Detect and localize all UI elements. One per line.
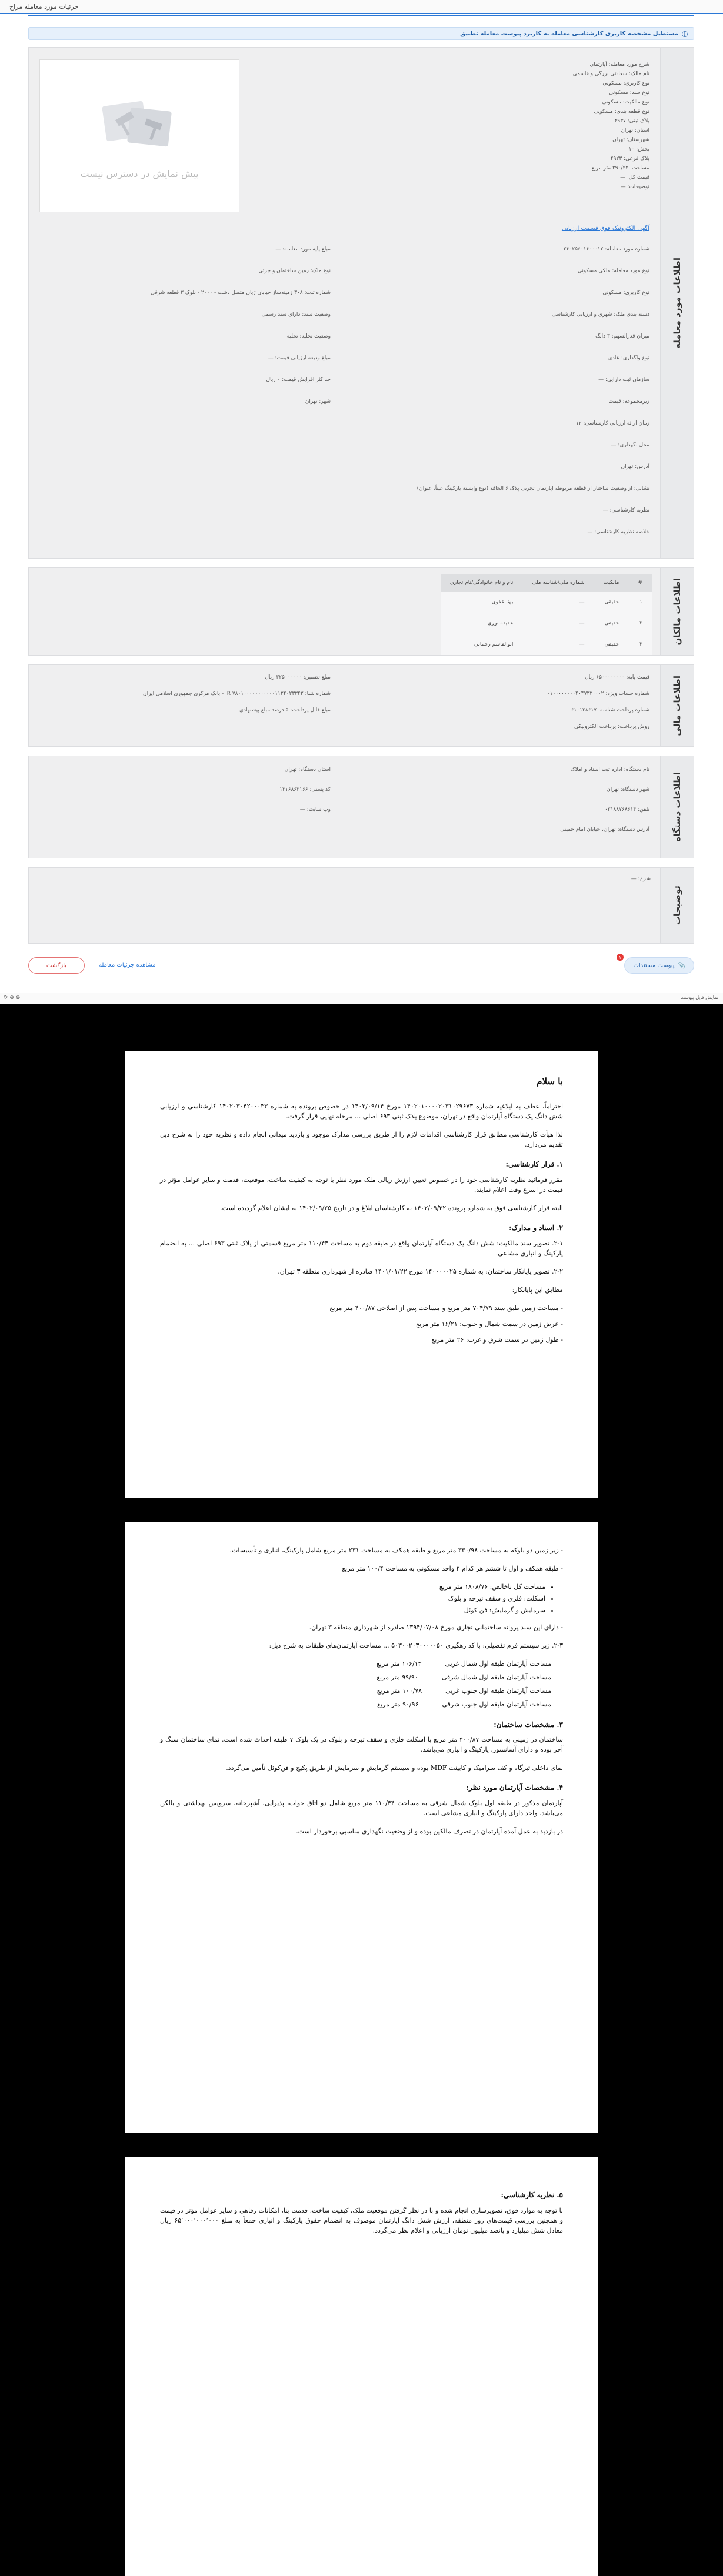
- owners-title: اطلاعات مالکان: [672, 577, 682, 646]
- area-row: [172, 1699, 551, 1709]
- deal-detail-field: نوع کاربری: مسکونی: [602, 290, 649, 296]
- doc-heading: ۲. اسناد و مدارک:: [509, 1224, 563, 1232]
- financial-field: شماره حساب ویژه: ۰۱۰۰۰۰۰۰۰۰۴۰۴۷۳۳۰۰۰۲: [547, 691, 649, 697]
- deal-field: نوع کاربری: مسکونی: [602, 81, 649, 86]
- attachments-button[interactable]: [624, 957, 694, 974]
- deal-detail-field: نوع واگذاری: عادی: [608, 355, 649, 361]
- owner-row: [441, 634, 652, 655]
- org-field: آدرس دستگاه: تهران، خیابان امام خمینی: [560, 827, 649, 833]
- owner-cell: حقیقی: [594, 592, 629, 613]
- document-viewer[interactable]: [0, 1004, 723, 2576]
- owners-column-header: مالکیت: [594, 574, 629, 592]
- deal-detail-field: سازمان ثبت دارایی: —: [598, 377, 649, 383]
- footer-bar: [28, 954, 694, 977]
- doc-paragraph: آپارتمان مذکور در طبقه اول بلوک شمال شرقی به مساحت ۱۱۰/۴۴ متر مربع شامل دو اتاق خواب، پذیرایی، آشپزخانه، سرویس بهداشتی و بالکن می‌باشد. واحد دارای پارکینگ و انباری مشاعی است.: [160, 1799, 563, 1817]
- owner-cell: ابوالقاسم رحمانی: [441, 634, 522, 655]
- deal-detail-field: آدرس: تهران: [621, 464, 649, 470]
- deal-detail-field: وضعیت تخلیه: تخلیه: [286, 333, 331, 339]
- deal-field: استان: تهران: [621, 128, 649, 133]
- financial-field: شماره شبا: IR ۷۸۰۱۰۰۰۰۰۰۰۰۰۰۰۱۱۲۴۰۲۳۳۴۲ - بانک مرکزی جمهوری اسلامی ایران: [142, 691, 331, 697]
- doc-paragraph: ۲-۲. تصویر پایانکار ساختمان: به شماره ۱۴۰۰۰۰۰۲۵ مورخ ۱۴۰۱/۰۱/۲۲ صادره از شهرداری منطقه ۳ تهران.: [278, 1267, 563, 1275]
- deal-field: پلاک ثبتی: ۴۹۳۷: [614, 118, 649, 124]
- doc-greeting: با سلام: [537, 1076, 563, 1087]
- area-value: ۱۰۶/۱۳ متر مربع: [376, 1660, 422, 1668]
- owner-row: [441, 592, 652, 613]
- org-field: استان دستگاه: تهران: [284, 767, 331, 773]
- doc-paragraph: مقرر فرمائید نظریه کارشناسی خود را در خصوص تعیین ارزش ریالی ملک مورد نظر با توجه به کیفیت ساخت، موقعیت، قدمت و سایر عوامل مؤثر در قیمت در اسرع وقت اعلام نمایند.: [160, 1176, 563, 1194]
- page-header: [0, 0, 723, 14]
- doc-paragraph: - دارای این سند پروانه ساختمانی تجاری مورخ ۱۳۹۴/۰۷/۰۸ صادره از شهرداری منطقه ۳ تهران.: [309, 1623, 563, 1632]
- notes-text: شرح: —: [631, 876, 651, 882]
- deal-detail-field: شماره مورد معامله: ۲۶۰۲۵۶۰۱۶۰۰۰۱۲: [563, 246, 649, 252]
- doc-heading: ۱. قرار کارشناسی:: [505, 1160, 563, 1169]
- owner-cell: حقیقی: [594, 613, 629, 634]
- page-title: جزئیات مورد معامله مزاج: [9, 2, 79, 11]
- view-deal-details-link[interactable]: مشاهده جزئیات معامله: [99, 962, 156, 968]
- financial-field: مبلغ قابل پرداخت: ۵ درصد مبلغ پیشنهادی: [239, 707, 331, 713]
- owners-table: [441, 574, 652, 655]
- financial-field: قیمت پایه: ۶۵۰۰۰۰۰۰۰۰ ریال: [585, 674, 649, 680]
- owner-cell: ۲: [628, 613, 652, 634]
- owners-title-tab: [660, 567, 694, 656]
- owners-column-header: نام و نام خانوادگی/نام تجاری: [441, 574, 522, 592]
- deal-field: شهرستان: تهران: [612, 137, 649, 143]
- area-label: مساحت آپارتمان طبقه اول شمال غربی: [445, 1660, 551, 1668]
- deal-detail-field: نشانی: از وضعیت ساختار از قطعه مربوطه اپارتمان تجربی پلاک ۶ الحاقه (نوع وابسته یارکینگ عیناً، عنوان): [417, 486, 649, 492]
- info-icon: ⓘ: [682, 31, 688, 38]
- financial-field: شماره پرداخت شناسه: ۶۱۰۱۲۸۶۱۷: [571, 707, 649, 713]
- deal-info-title: اطلاعات مورد معامله: [672, 257, 682, 349]
- area-row: [172, 1659, 551, 1669]
- image-caption: پیش نمایش در دسترس نیست: [80, 168, 199, 179]
- org-body: [28, 756, 660, 858]
- notes-title: توضیحات: [672, 886, 682, 926]
- area-label: مساحت آپارتمان طبقه اول جنوب شرقی: [442, 1700, 551, 1709]
- owner-cell: ۱: [628, 592, 652, 613]
- image-placeholder: [39, 59, 239, 212]
- deal-field: شرح مورد معامله: آپارتمان: [589, 62, 649, 68]
- deal-detail-field: نوع ملک: زمین ساختمان و جزئی: [258, 268, 331, 274]
- owners-section: [28, 567, 694, 656]
- deal-detail-field: حداکثر افزایش قیمت: ۰ ریال: [266, 377, 331, 383]
- back-button[interactable]: بازگشت: [28, 957, 85, 974]
- org-field: کد پستی: ۱۳۱۶۸۶۳۱۶۶: [279, 787, 331, 793]
- owners-column-header: شماره ملی/شناسه ملی: [522, 574, 594, 592]
- doc-heading: ۵. نظریه کارشناسی:: [501, 2191, 563, 2199]
- deal-field: بخش: ۱۰: [628, 146, 649, 152]
- notes-section: [28, 867, 694, 944]
- owner-cell: —: [522, 613, 594, 634]
- org-field: وب سایت: —: [299, 807, 331, 813]
- deal-detail-field: محل نگهداری: —: [611, 442, 649, 448]
- owner-cell: —: [522, 592, 594, 613]
- deal-field: پلاک فرعی: ۴۹۲۳: [610, 156, 649, 162]
- deal-field: مساحت: ۲۹۰/۲۲ متر مربع: [591, 165, 649, 171]
- doc-paragraph: مطابق این پایانکار:: [512, 1285, 563, 1294]
- doc-paragraph: ساختمان در زمینی به مساحت ۴۰۰/۸۷ متر مربع با اسکلت فلزی و سقف تیرچه و بلوک در یک بلوک ۷ طبقه احداث شده است. نمای ساختمان سنگ و آجر بوده و دارای آسانسور، پارکینگ و انباری می‌باشد.: [160, 1736, 563, 1754]
- doc-paragraph: البته قرار کارشناسی فوق به شماره پرونده ۱۴۰۲/۰۹/۲۲ به کارشناسان ابلاغ و در تاریخ ۱۴۰۲/۰۹/۲۵ به ایشان اعلام گردیده است.: [220, 1204, 563, 1212]
- deal-detail-field: زیرمجموعه: قیمت: [608, 399, 649, 405]
- doc-line: - عرض زمین در سمت شمال و جنوب: ۱۶/۲۱ متر مربع: [416, 1320, 563, 1328]
- doc-paragraph: احتراماً، عطف به ابلاغیه شماره ۱۴۰۲۰۱۰۰۰۰۲۰۳۱۰۲۹۶۷۳ مورخ ۱۴۰۲/۰۹/۱۴ در خصوص پرونده به شماره ۱۴۰۲۰۳۰۴۲۰۰۰۳۳ کارشناسی و ارزیابی شش دانگ یک دستگاه آپارتمان واقع در تهران، موضوع پلاک ثبتی ۶۹۳ اصلی ... مرحله نهایی قرار گرفت.: [160, 1102, 564, 1121]
- deal-field: قیمت کل: —: [620, 175, 649, 181]
- owner-cell: —: [522, 634, 594, 655]
- doc-heading: ۳. مشخصات ساختمان:: [494, 1720, 563, 1729]
- deal-field: نام مالک: سعادتی بزرگی و قاسمی: [572, 71, 649, 77]
- org-field: شهر دستگاه: تهران: [607, 787, 649, 793]
- deal-detail-field: دسته بندی ملک: شهری و ارزیابی کارشناسی: [551, 312, 649, 318]
- document-page-3: [125, 2157, 598, 2576]
- owner-row: [441, 613, 652, 634]
- doc-bullet-list: [160, 1582, 545, 1615]
- deal-detail-field: نظریه کارشناسی: —: [602, 507, 649, 513]
- viewer-toolbar: [0, 993, 723, 1004]
- deal-detail-field: شماره ثبت: ۳۰۸ زمینه‌ساز خیابان ژیان متصل دشت - ۲۰۰۰ - بلوک ۳ قطعه شرقی: [151, 290, 331, 296]
- area-row: [172, 1672, 551, 1682]
- deal-detail-field: زمان ارائه ارزیابی کارشناسی: ۱۲: [575, 420, 649, 426]
- deal-detail-field: مبلغ پایه مورد معامله: —: [275, 246, 331, 252]
- deal-field: توضیحات: —: [620, 184, 649, 190]
- area-label: مساحت آپارتمان طبقه اول جنوب غربی: [445, 1687, 551, 1695]
- financial-body: [28, 664, 660, 747]
- zoom-icon[interactable]: ⊕ ⊖ ⟳: [4, 995, 21, 1001]
- doc-paragraph: - طبقه همکف و اول تا ششم هر کدام ۲ واحد مسکونی به مساحت ۱۰۰/۴ متر مربع: [342, 1565, 563, 1573]
- financial-title: اطلاعات مالی: [672, 675, 682, 736]
- deal-detail-field: مبلغ ودیعه ارزیابی قیمت: —: [268, 355, 331, 361]
- doc-heading: ۴. مشخصات آپارتمان مورد نظر:: [466, 1783, 563, 1792]
- org-field: تلفن: ۰۲۱۸۸۷۶۸۶۱۴: [605, 807, 649, 813]
- doc-paragraph: با توجه به موارد فوق، تصویرسازی انجام شده و با در نظر گرفتن موقعیت ملک، کیفیت ساخت، قدمت بنا، امکانات رفاهی و سایر عوامل مؤثر در قیمت و همچنین بررسی قیمت‌های روز منطقه، ارزش شش دانگ آپارتمان موصوف به انضمام حقوق پارکینگ و انباری جمعاً به مبلغ ۶۵٬۰۰۰٬۰۰۰٬۰۰۰ ریال معادل شش میلیارد و پانصد میلیون تومان ارزیابی و اعلام نظر می‌گردد.: [160, 2206, 564, 2234]
- owner-cell: بهنا عفوی: [441, 592, 522, 613]
- notes-body: [28, 867, 660, 944]
- attachments-label: پیوست مستندات: [633, 962, 675, 969]
- org-title-tab: [660, 756, 694, 858]
- deal-detail-field: میزان قدرالسهم: ۳ دانگ: [595, 333, 649, 339]
- deal-detail-field: وضعیت سند: دارای سند رسمی: [261, 312, 331, 318]
- info-alert: [28, 27, 694, 40]
- electronic-notice-link[interactable]: آگهی الکترونیک فوق قسمت ارزیابی: [561, 225, 649, 232]
- doc-line: - طول زمین در سمت شرق و غرب: ۲۶ متر مربع: [431, 1336, 563, 1344]
- org-field: نام دستگاه: اداره ثبت اسناد و املاک: [570, 767, 649, 773]
- deal-info-title-tab: [660, 47, 694, 559]
- deal-detail-field: نوع مورد معامله: ملکی مسکونی: [577, 268, 649, 274]
- financial-section: [28, 664, 694, 747]
- deal-detail-field: شهر: تهران: [305, 399, 331, 405]
- area-row: [172, 1686, 551, 1696]
- paperclip-icon: 📎: [678, 962, 685, 969]
- doc-paragraph: ۲-۳. زیر سیستم فرم تفصیلی: با کد رهگیری ۵۰۳۰۰۲۰۳۰۰۰۰۰۵۰ ... مساحت آپارتمان‌های طبقات به شرح ذیل:: [269, 1642, 563, 1650]
- deal-info-body: [28, 47, 660, 559]
- viewer-title: نمایش فایل پیوست: [680, 995, 718, 1000]
- deal-field: نوع قطعه بندی: مسکونی: [594, 109, 649, 115]
- deal-info-section: [28, 47, 694, 559]
- org-section: [28, 756, 694, 858]
- owner-cell: ۳: [628, 634, 652, 655]
- area-value: ۹۹/۹۰ متر مربع: [377, 1673, 418, 1682]
- alert-text: مستطیل مشخصه کاربری کارشناسی معامله به کاربرد پیوست معامله تطبیق: [460, 30, 678, 37]
- document-page-1: [125, 1051, 598, 1498]
- gavel-icon: [92, 93, 186, 158]
- financial-field: روش پرداخت: پرداخت الکترونیکی: [574, 724, 649, 730]
- doc-paragraph: ۲-۱. تصویر سند مالکیت: شش دانگ یک دستگاه آپارتمان واقع در طبقه دوم به مساحت ۱۱۰/۴۴ متر مربع قسمتی از پلاک ثبتی ۶۹۳ اصلی ... به انضمام پارکینگ و انباری مشاعی.: [160, 1239, 564, 1257]
- doc-paragraph: در بازدید به عمل آمده آپارتمان در تصرف مالکین بوده و از وضعیت نگهداری مناسبی برخوردار است.: [296, 1827, 563, 1835]
- doc-bullet: • اسکلت: فلزی و سقف تیرچه و بلوک: [160, 1593, 545, 1603]
- doc-line: - مساحت زمین طبق سند ۷۰۴/۷۹ متر مربع و مساحت پس از اصلاحی ۴۰۰/۸۷ متر مربع: [329, 1304, 563, 1312]
- notes-title-tab: [660, 867, 694, 944]
- financial-field: مبلغ تضمین: ۳۲۵۰۰۰۰۰۰ ریال: [265, 674, 331, 680]
- owner-cell: عفیفه نوری: [441, 613, 522, 634]
- document-page-2: [125, 1522, 598, 2133]
- org-title: اطلاعات دستگاه: [672, 772, 682, 842]
- area-value: ۹۰/۹۶ متر مربع: [377, 1700, 419, 1709]
- attachments-badge: ۱: [617, 954, 624, 961]
- owner-cell: حقیقی: [594, 634, 629, 655]
- area-value: ۱۰۰/۷۸ متر مربع: [377, 1687, 422, 1695]
- deal-field: نوع سند: مسکونی: [609, 90, 649, 96]
- area-label: مساحت آپارتمان طبقه اول شمال شرقی: [441, 1673, 551, 1682]
- header-rule: [28, 15, 694, 16]
- doc-paragraph: لذا هیأت کارشناسی مطابق قرار کارشناسی اقدامات لازم را از طریق بررسی مدارک موجود و بازدید میدانی انجام داده و نظریه خود را به شرح ذیل تقدیم می‌دارد.: [160, 1131, 563, 1149]
- owners-body: [28, 567, 660, 656]
- financial-title-tab: [660, 664, 694, 747]
- doc-paragraph: - زیر زمین دو بلوکه به مساحت ۳۳۰/۹۸ متر مربع و طبقه همکف به مساحت ۲۳۱ متر مربع شامل پارکینگ، انباری و تأسیسات.: [229, 1546, 563, 1554]
- doc-paragraph: نمای داخلی تیرگاه و کف سرامیک و کابینت MDF بوده و سیستم گرمایش و سرمایش از طریق پکیج و فن‌کوئل تأمین می‌گردد.: [226, 1764, 563, 1772]
- owners-column-header: #: [628, 574, 652, 592]
- doc-bullet: • مساحت کل ناخالص: ۱۸۰۸/۷۶ متر مربع: [160, 1582, 545, 1592]
- doc-bullet: • سرمایش و گرمایش: فن کوئل: [160, 1605, 545, 1615]
- deal-field: نوع مالکیت: مسکونی: [602, 99, 649, 105]
- deal-detail-field: خلاصه نظریه کارشناسی: —: [587, 529, 649, 535]
